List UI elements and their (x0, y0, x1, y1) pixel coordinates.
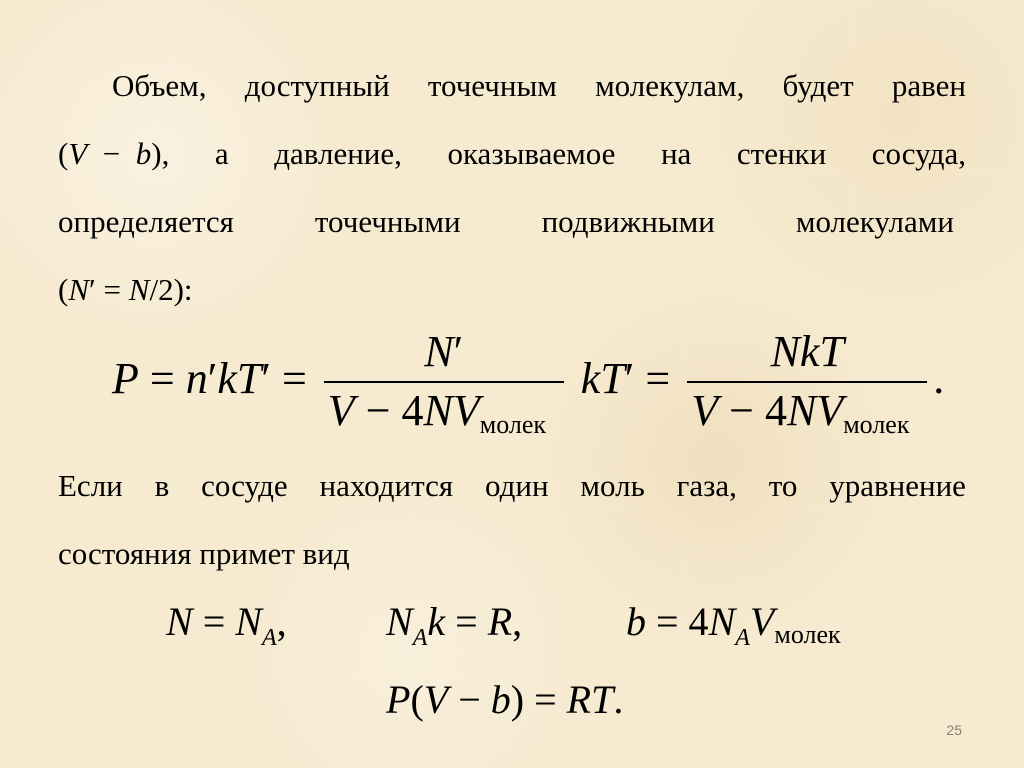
word: Если (58, 468, 123, 503)
word: точечным (427, 68, 557, 103)
paragraph-line (58, 188, 966, 256)
paragraph-line (58, 52, 966, 120)
word: находится (319, 468, 454, 503)
word: молекулам, (595, 68, 745, 103)
word: уравнение (829, 468, 966, 503)
word: будет (782, 68, 854, 103)
word: то (768, 468, 798, 503)
word: сосуда, (871, 136, 966, 171)
page-number: 25 (946, 722, 962, 738)
word: оказываемое (447, 136, 616, 171)
fraction: $\frac{\text{NkT}}{V - 4NV_{молек}}$ (687, 326, 927, 440)
paragraph-mole (58, 452, 966, 588)
inline-formula-v-minus-b: (V − b), (58, 136, 170, 171)
word: один (484, 468, 549, 503)
word: стенки (736, 136, 827, 171)
inline-formula-n-prime: (N′ = N/2 (58, 272, 174, 307)
word: газа, (676, 468, 737, 503)
word: Объем, (112, 68, 207, 103)
word: молекулами (795, 204, 954, 239)
paragraph-volume (58, 52, 966, 324)
word: ): (173, 272, 193, 307)
word: точечными (314, 204, 461, 239)
word: сосуде (201, 468, 288, 503)
word: давление, (274, 136, 402, 171)
word: определяется (58, 204, 234, 239)
word: доступный (244, 68, 390, 103)
word: а (214, 136, 229, 171)
paragraph-line (58, 520, 966, 588)
word: состояния примет вид (58, 536, 350, 571)
word: в (154, 468, 170, 503)
equation-van-der-waals: P(V − b) = RT. (386, 677, 624, 722)
word: подвижными (541, 204, 715, 239)
word: моль (580, 468, 645, 503)
paragraph-line (58, 452, 966, 520)
equation-nak-equals-r: $N_Ak = R$, (386, 599, 523, 651)
fraction: $\frac{N'}{V - 4NV_{молек}}$ (324, 326, 564, 440)
equation-pressure: P = n′kT′ = $\frac{N'}{V - 4NV_{молек}}$ kT′ = $\frac{\text{NkT}}{V - 4NV_{молек}}$ . (112, 327, 945, 439)
paragraph-line (58, 256, 966, 324)
equation-n-equals-na: $N = N_A$, (166, 599, 287, 651)
equation-b: $b = 4N_AV_{молек}$ (626, 599, 841, 651)
word: равен (891, 68, 966, 103)
paragraph-line (58, 120, 966, 188)
word: на (660, 136, 692, 171)
